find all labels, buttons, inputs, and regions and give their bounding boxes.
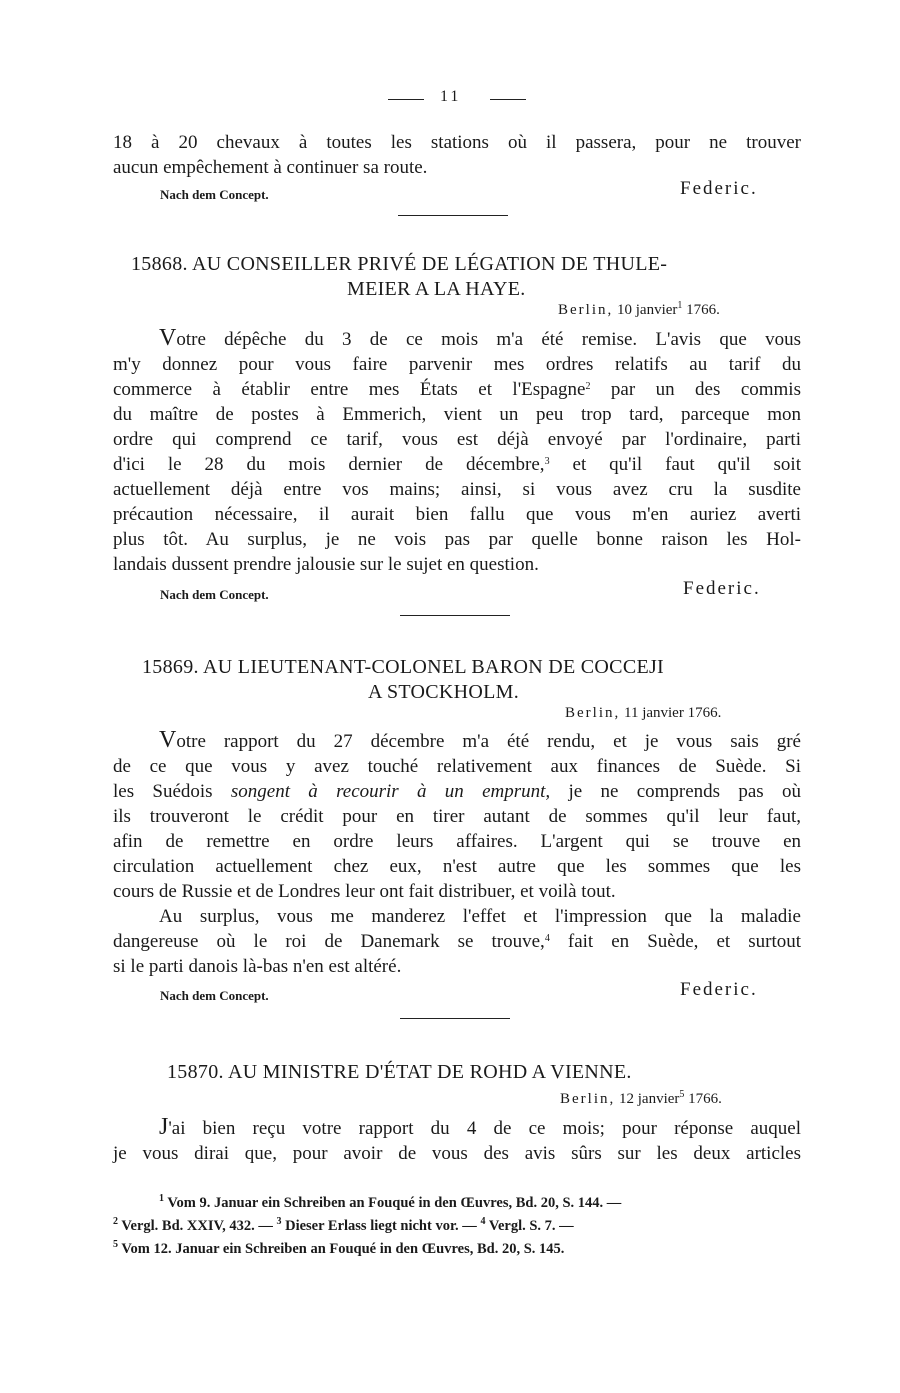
- signature: Federic.: [680, 178, 758, 199]
- text-line: Au surplus, vous me manderez l'effet et l'impression que la maladie: [159, 906, 801, 927]
- text-line: d'ici le 28 du mois dernier de décembre,$^3$ et qu'il faut qu'il soit: [113, 454, 801, 475]
- letter-heading: [167, 1061, 632, 1084]
- initial-letter: V: [159, 727, 177, 753]
- footnote-line: $^1$ Vom 9. Januar ein Schreiben an Fouqué in den Œuvres, Bd. 20, S. 144. —: [159, 1193, 622, 1211]
- date-year: 1766.: [686, 302, 720, 318]
- letter-addressee: AU MINISTRE D'ÉTAT DE ROHD A VIENNE.: [228, 1061, 632, 1083]
- letter-heading-continued: MEIER A LA HAYE.: [347, 278, 526, 300]
- text-line: du maître de postes à Emmerich, vient un peu trop tard, parceque mon: [113, 404, 801, 425]
- text-line: afin de remettre en ordre leurs affaires. L'argent qui se trouve en: [113, 831, 801, 852]
- letter-number: 15870.: [167, 1061, 224, 1083]
- letter-date: [565, 705, 721, 722]
- text-line: je vous dirai que, pour avoir de vous des avis sûrs sur les deux articles: [113, 1143, 801, 1164]
- text-line: landais dussent prendre jalousie sur le sujet en question.: [113, 554, 539, 575]
- text-line: circulation actuellement chez eux, n'est autre que les sommes que les: [113, 856, 801, 877]
- text-line: Votre rapport du 27 décembre m'a été rendu, et je vous sais gré: [159, 727, 801, 753]
- initial-letter: V: [159, 325, 177, 351]
- section-divider: [400, 1018, 510, 1019]
- section-divider: [400, 615, 510, 616]
- page-number-rule-right: [490, 99, 526, 100]
- letter-heading-continued: A STOCKHOLM.: [368, 681, 520, 703]
- letter-number: 15868.: [131, 253, 188, 275]
- text-line: 18 à 20 chevaux à toutes les stations où il passera, pour ne trouver: [113, 132, 801, 153]
- text-line: m'y donnez pour vous faire parvenir mes ordres relatifs au tarif du: [113, 354, 801, 375]
- text-line: aucun empêchement à continuer sa route.: [113, 157, 428, 178]
- letter-addressee: AU LIEUTENANT-COLONEL BARON DE COCCEJI: [203, 656, 665, 678]
- letter-body: [113, 728, 801, 979]
- footnotes: [113, 1192, 801, 1261]
- text-line: si le parti danois là-bas n'en est altéré.: [113, 956, 402, 977]
- footnote-line: $^5$ Vom 12. Januar ein Schreiben an Fouqué in den Œuvres, Bd. 20, S. 145.: [113, 1239, 565, 1257]
- text-line: précaution nécessaire, il aurait bien fallu que vous m'en auriez averti: [113, 504, 801, 525]
- page-number-rule-left: [388, 99, 424, 100]
- letter-body: [113, 1115, 801, 1166]
- date-text: 12 janvier: [619, 1091, 680, 1107]
- letter-addressee: AU CONSEILLER PRIVÉ DE LÉGATION DE THULE-: [192, 253, 668, 275]
- source-note: Nach dem Concept.: [160, 587, 269, 602]
- letter-heading: [131, 253, 667, 276]
- text-line: commerce à établir entre mes États et l'Espagne$^2$ par un des commis: [113, 379, 801, 400]
- text-line: cours de Russie et de Londres leur ont fait distribuer, et voilà tout.: [113, 881, 616, 902]
- letter-heading: [142, 656, 664, 679]
- date-place: Berlin,: [560, 1091, 616, 1107]
- text-line: de ce que vous y avez touché relativement aux finances de Suède. Si: [113, 756, 801, 777]
- text-line: plus tôt. Au surplus, je ne vois pas par quelle bonne raison les Hol-: [113, 529, 801, 550]
- letter-date: [558, 302, 720, 319]
- signature: Federic.: [683, 578, 761, 599]
- date-year: 1766.: [688, 1091, 722, 1107]
- letter-number: 15869.: [142, 656, 199, 678]
- footnote-ref: 4: [544, 933, 550, 944]
- footnote-ref: 5: [679, 1089, 685, 1100]
- footnote-ref: 2: [585, 381, 591, 392]
- date-text: 10 janvier: [617, 302, 678, 318]
- section-divider: [398, 215, 508, 216]
- letter-body: [113, 326, 801, 577]
- text-line: dangereuse où le roi de Danemark se trouve,$^4$ fait en Suède, et surtout: [113, 931, 802, 952]
- text-line: J'ai bien reçu votre rapport du 4 de ce mois; pour réponse auquel: [159, 1114, 801, 1140]
- source-note: Nach dem Concept.: [160, 187, 269, 202]
- page-number: 11: [440, 88, 462, 105]
- text-line: Votre dépêche du 3 de ce mois m'a été remise. L'avis que vous: [159, 325, 801, 351]
- initial-letter: J: [159, 1114, 169, 1140]
- text-line: les Suédois songent à recourir à un emprunt, je ne comprends pas où: [113, 781, 801, 802]
- footnote-line: $^2$ Vergl. Bd. XXIV, 432. — $^3$ Dieser Erlass liegt nicht vor. — $^4$ Vergl. S. 7. —: [113, 1216, 574, 1234]
- date-text: 11 janvier 1766.: [624, 705, 722, 721]
- footnote-ref: 3: [544, 456, 550, 467]
- text-line: ils trouveront le crédit pour en tirer autant de sommes qu'il leur faut,: [113, 806, 801, 827]
- letter-date: [560, 1091, 722, 1108]
- source-note: Nach dem Concept.: [160, 988, 269, 1003]
- intro-paragraph: [113, 130, 801, 180]
- footnote-ref: 1: [677, 300, 683, 311]
- text-line: actuellement déjà entre vos mains; ainsi, si vous avez cru la susdite: [113, 479, 801, 500]
- date-place: Berlin,: [558, 302, 614, 318]
- signature: Federic.: [680, 979, 758, 1000]
- date-place: Berlin,: [565, 705, 621, 721]
- text-line: ordre qui comprend ce tarif, vous est déjà envoyé par l'ordinaire, parti: [113, 429, 801, 450]
